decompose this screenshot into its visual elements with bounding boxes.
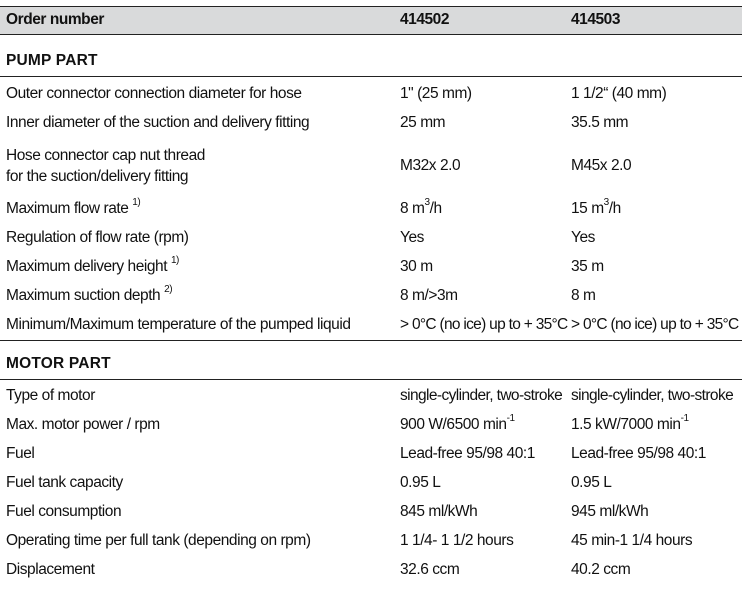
row-value-414503: 45 min-1 1/4 hours <box>571 532 693 549</box>
section-divider <box>0 76 742 77</box>
row-label: Max. motor power / rpm <box>6 416 160 433</box>
header-model-414503: 414503 <box>571 11 621 28</box>
row-label-line2: for the suction/delivery fitting <box>6 168 189 185</box>
section-divider <box>0 340 742 341</box>
row-label-line1: Hose connector cap nut thread <box>6 147 205 164</box>
row-value-414503: 945 ml/kWh <box>571 503 649 520</box>
row-value-414503: 0.95 L <box>571 474 612 491</box>
row-value-414502: 32.6 ccm <box>400 561 460 578</box>
row-value-414503: M45x 2.0 <box>571 157 632 174</box>
value-text: 900 W/6500 min <box>400 416 507 433</box>
row-value-414503: single-cylinder, two-stroke <box>571 387 734 404</box>
row-label: Displacement <box>6 561 95 578</box>
row-label: Minimum/Maximum temperature of the pumped liquid <box>6 316 351 333</box>
row-value-414503: 8 m <box>571 287 596 304</box>
row-value-414503: Yes <box>571 229 595 246</box>
value-exponent: -1 <box>680 412 689 424</box>
section-divider <box>0 379 742 380</box>
row-label <box>6 254 179 276</box>
row-value-414502: 845 ml/kWh <box>400 503 478 520</box>
row-value-414503: Lead-free 95/98 40:1 <box>571 445 706 462</box>
section-title-motor: MOTOR PART <box>6 355 111 372</box>
row-value-414502: 30 m <box>400 258 433 275</box>
row-value-414503: 40.2 ccm <box>571 561 631 578</box>
row-label <box>6 196 141 218</box>
row-value-414502: M32x 2.0 <box>400 157 461 174</box>
value-text: 15 m <box>571 200 604 217</box>
row-value-414503 <box>571 196 621 218</box>
value-exponent: -1 <box>506 412 515 424</box>
value-text: 1.5 kW/7000 min <box>571 416 681 433</box>
value-text: 8 m <box>400 200 425 217</box>
row-label: Operating time per full tank (depending on rpm) <box>6 532 311 549</box>
row-label <box>6 283 173 305</box>
row-value-414502 <box>400 196 442 218</box>
section-title-pump: PUMP PART <box>6 52 98 69</box>
row-label: Regulation of flow rate (rpm) <box>6 229 189 246</box>
row-value-414502: 25 mm <box>400 114 446 131</box>
row-label: Outer connector connection diameter for hose <box>6 85 302 102</box>
row-value-414503: 1 1/2“ (40 mm) <box>571 85 667 102</box>
row-label <box>6 145 205 187</box>
row-value-414502: 0.95 L <box>400 474 441 491</box>
row-value-414502: 8 m/>3m <box>400 287 458 304</box>
row-label: Fuel tank capacity <box>6 474 123 491</box>
row-value-414502: 1 1/4- 1 1/2 hours <box>400 532 514 549</box>
value-exponent: 3 <box>424 196 430 208</box>
row-value-414502: Yes <box>400 229 424 246</box>
row-value-414502: > 0°C (no ice) up to + 35°C <box>400 316 568 333</box>
header-order-number: Order number <box>6 11 104 28</box>
row-label-text: Maximum suction depth <box>6 287 161 304</box>
row-value-414502 <box>400 412 515 434</box>
row-label: Type of motor <box>6 387 95 404</box>
row-label-text: Maximum delivery height <box>6 258 168 275</box>
row-label: Fuel consumption <box>6 503 122 520</box>
value-unit-tail: /h <box>608 200 621 217</box>
row-label-text: Maximum flow rate <box>6 200 129 217</box>
row-value-414503: 35.5 mm <box>571 114 629 131</box>
row-value-414503: 35 m <box>571 258 604 275</box>
row-value-414502: 1" (25 mm) <box>400 85 472 102</box>
row-value-414503 <box>571 412 689 434</box>
row-value-414502: single-cylinder, two-stroke <box>400 387 563 404</box>
value-unit-tail: /h <box>429 200 442 217</box>
footnote-ref: 2) <box>164 283 173 295</box>
row-label: Inner diameter of the suction and delivery fitting <box>6 114 310 131</box>
header-model-414502: 414502 <box>400 11 450 28</box>
table-header <box>0 6 742 35</box>
row-label: Fuel <box>6 445 35 462</box>
row-value-414502: Lead-free 95/98 40:1 <box>400 445 535 462</box>
footnote-ref: 1) <box>132 196 141 208</box>
row-value-414503: > 0°C (no ice) up to + 35°C <box>571 316 739 333</box>
value-exponent: 3 <box>603 196 609 208</box>
footnote-ref: 1) <box>170 254 179 266</box>
